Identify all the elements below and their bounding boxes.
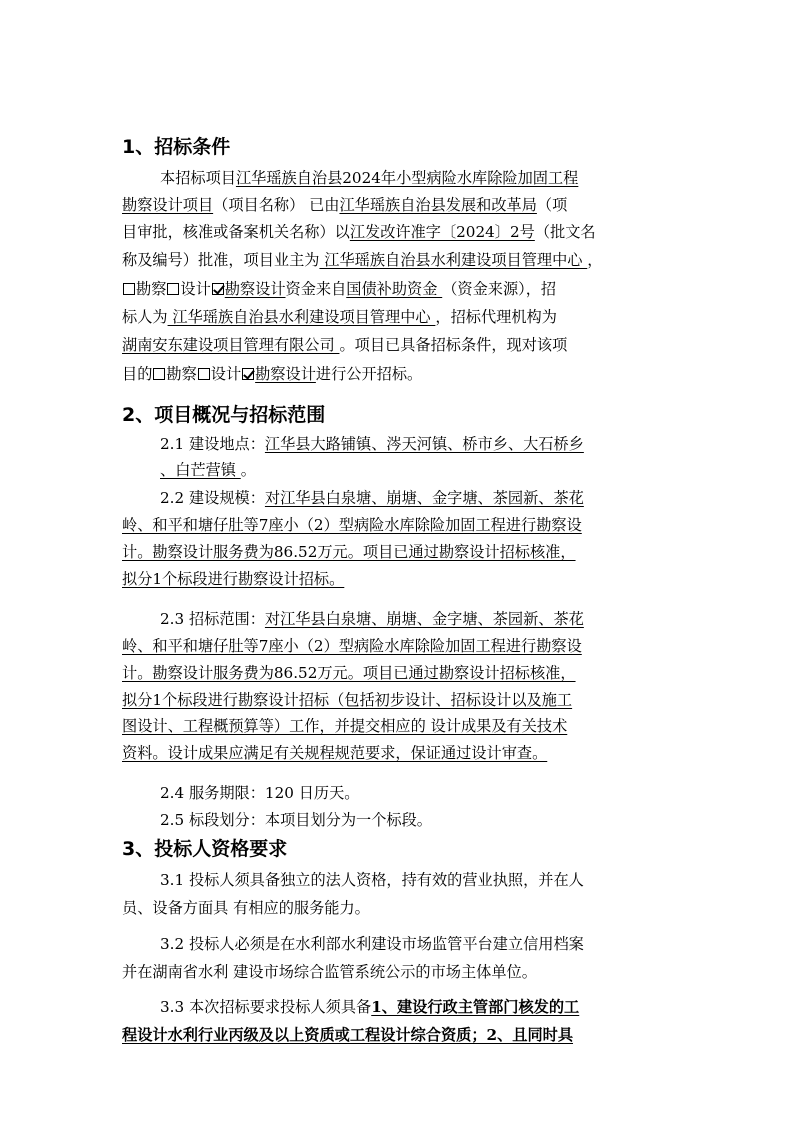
text: 2.1 建设地点： [160,435,265,453]
section-1-title: 1、招标条件 [122,136,231,158]
approval-number: 江发改许准字〔2024〕2号 [349,223,535,241]
text: 勘察 [166,365,197,383]
tender-agent: 湖南安东建设项目管理有限公司 [122,336,340,354]
text: 勘察 [136,280,167,298]
section-2-3-line-3 [122,663,576,683]
tender-scope: 计。勘察设计服务费为86.52万元。项目已通过勘察设计招标核准， [122,664,576,682]
text: 2.2 建设规模： [160,489,265,507]
tender-scope: 资料。设计成果应满足有关规程规范要求，保证通过设计审查。 [122,744,548,762]
text: 目的 [122,365,153,383]
section-2-3-line-5 [122,716,567,736]
section-2-3-line-1 [160,609,584,629]
section-1-line-6 [122,307,557,327]
approval-authority: 江华瑶族自治县发展和改革局 [339,196,537,214]
tender-scope: 拟分1个标段进行勘察设计招标（包括初步设计、招标设计以及施工 [122,691,573,709]
checkbox-survey-icon [153,368,165,380]
text: 。项目已具备招标条件，现对该项 [339,336,568,354]
fund-source: 国债补助资金 [346,280,443,298]
text: 标人为 [122,308,168,326]
text: 。 [240,461,256,479]
text: 称及编号）批准，项目业主为 [122,251,320,269]
text: （资金来源），招 [442,280,557,298]
text: 进行公开招标。 [315,365,423,383]
section-2-2-line-2 [122,515,582,535]
section-3-3-line-2 [122,1025,573,1045]
text: 设计 [180,280,211,298]
text: 资金来自 [285,280,347,298]
text: 本招标项目 [160,169,236,187]
section-3-title: 3、投标人资格要求 [122,838,288,860]
section-1-line-5 [122,279,556,299]
section-2-3-line-6 [122,743,547,763]
text: ， [587,251,603,269]
section-2-1-line-1 [160,434,584,454]
text: （批文名 [534,223,596,241]
text: 目审批，核准或备案机关名称）以 [122,223,350,241]
checkbox-checked-icon [242,368,254,380]
service-period: 2.4 服务期限：120 日历天。 [160,784,360,802]
section-1-line-1 [160,168,578,188]
project-name-cont: 勘察设计项目 [122,196,214,214]
section-1-line-8 [122,364,422,384]
project-name: 江华瑶族自治县2024年小型病险水库除险加固工程 [235,169,579,187]
checkbox-survey-icon [123,283,135,295]
section-2-2-line-1 [160,488,584,508]
section-2-title: 2、项目概况与招标范围 [122,404,326,426]
section-3-3-line-1 [160,997,579,1017]
construction-location-cont: 、白芒营镇 [160,461,241,479]
section-1-line-7 [122,335,567,355]
text: （项 [536,196,568,214]
construction-scale: 拟分1个标段进行勘察设计招标。 [122,570,345,588]
section-1-line-2 [122,195,567,215]
selected-scope: 勘察设计 [224,280,286,298]
section-1-line-3 [122,222,596,242]
bid-section-division: 2.5 标段划分：本项目划分为一个标段。 [160,811,432,829]
project-owner: 江华瑶族自治县水利建设项目管理中心 [319,251,588,269]
section-2-1-line-2 [160,460,256,480]
section-2-2-line-4 [122,569,344,589]
tender-scope: 对江华县白泉塘、崩塘、金字塘、茶园新、茶花 [264,610,584,628]
text: 设计 [210,365,242,383]
section-3-1-line-1: 3.1 投标人须具备独立的法人资格，持有效的营业执照，并在人 [160,871,584,889]
selected-scope: 勘察设计 [255,365,316,383]
tender-scope: 岭、和平和塘仔肚等7座小（2）型病险水库除险加固工程进行勘察设 [122,637,582,655]
checkbox-checked-icon [212,283,224,295]
construction-scale: 岭、和平和塘仔肚等7座小（2）型病险水库除险加固工程进行勘察设 [122,516,582,534]
qualification-requirement: 程设计水利行业丙级及以上资质或工程设计综合资质；2、且同时具 [122,1026,574,1044]
section-3-2-line-2: 并在湖南省水利 建设市场综合监管系统公示的市场主体单位。 [122,963,537,981]
tenderer: 江华瑶族自治县水利建设项目管理中心 [167,308,436,326]
text: 3.3 本次招标要求投标人须具备 [160,998,372,1016]
section-2-2-line-3 [122,542,576,562]
section-3-1-line-2: 员、设备方面具 有相应的服务能力。 [122,899,370,917]
qualification-requirement: 1、建设行政主管部门核发的工 [371,998,580,1016]
section-2-3-line-2 [122,636,582,656]
construction-location: 江华县大路铺镇、涔天河镇、桥市乡、大石桥乡 [264,435,584,453]
text: （项目名称） 已由 [213,196,340,214]
section-3-2-line-1: 3.2 投标人必须是在水利部水利建设市场监管平台建立信用档案 [160,935,584,953]
tender-scope: 图设计、工程概预算等）工作，并提交相应的 设计成果及有关技术 [122,717,568,735]
section-1-line-4 [122,250,602,270]
construction-scale: 计。勘察设计服务费为86.52万元。项目已通过勘察设计招标核准， [122,543,576,561]
construction-scale: 对江华县白泉塘、崩塘、金字塘、茶园新、茶花 [264,489,584,507]
text: 2.3 招标范围： [160,610,265,628]
section-2-3-line-4 [122,690,572,710]
text: ，招标代理机构为 [435,308,557,326]
checkbox-design-icon [167,283,179,295]
checkbox-design-icon [198,368,210,380]
